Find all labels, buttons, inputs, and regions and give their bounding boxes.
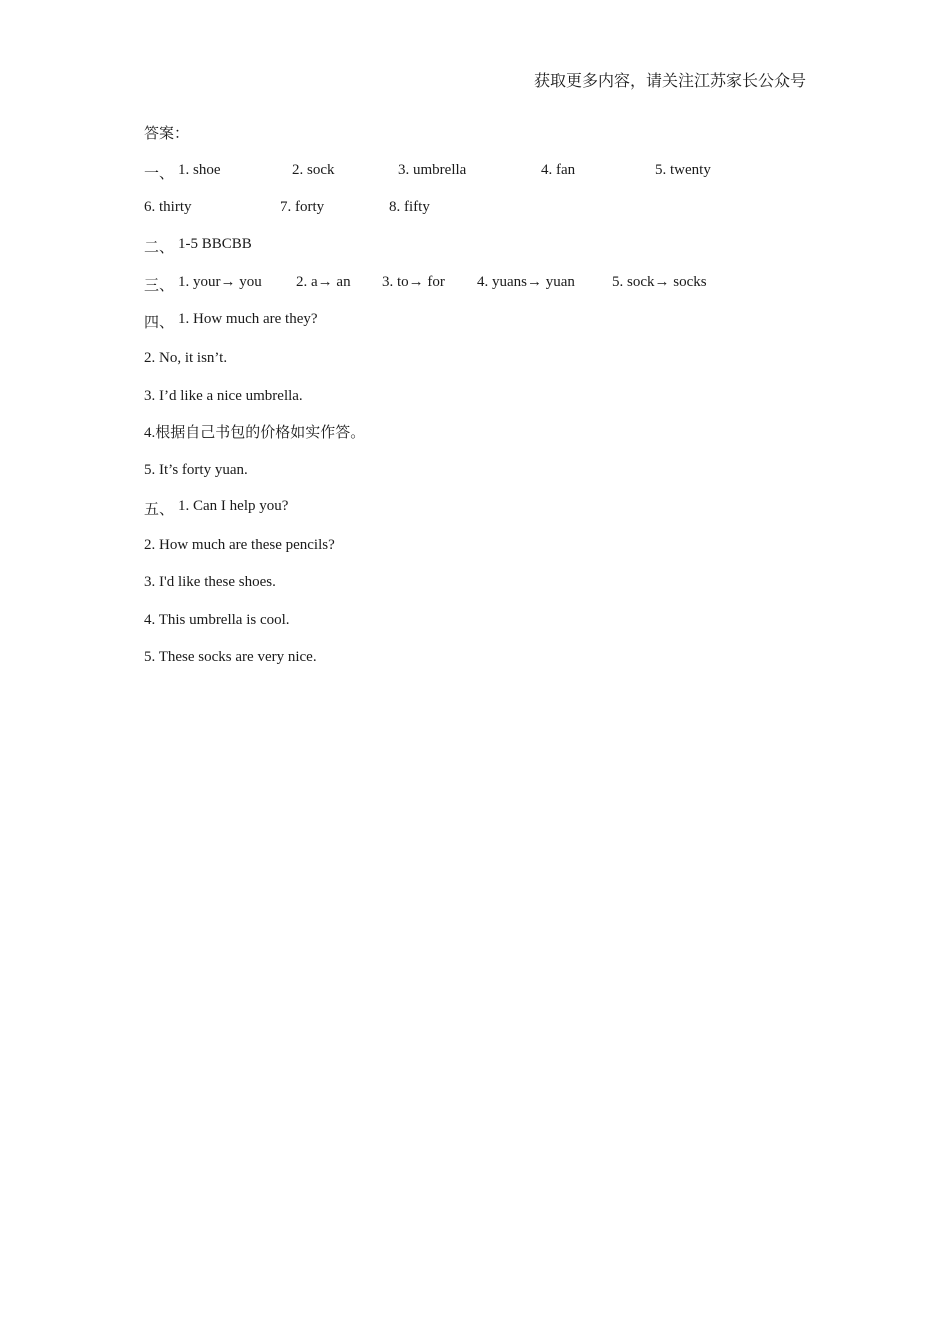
section1-item: 7. forty bbox=[280, 199, 325, 215]
section3-item: 3. to→ for bbox=[382, 274, 445, 290]
section2-row bbox=[144, 236, 844, 256]
section3-row bbox=[144, 274, 844, 294]
section4-item: 2. No, it isn’t. bbox=[144, 350, 228, 366]
section5-item: 4. This umbrella is cool. bbox=[144, 612, 290, 628]
section1-row2 bbox=[144, 199, 844, 219]
section4-row1 bbox=[144, 311, 844, 331]
section1-item: 3. umbrella bbox=[398, 162, 467, 178]
section4-item: 3. I’d like a nice umbrella. bbox=[144, 388, 303, 404]
section1-item: 2. sock bbox=[292, 162, 335, 178]
section5-item: 5. These socks are very nice. bbox=[144, 649, 317, 665]
section3-item: 1. your→ you bbox=[178, 274, 262, 290]
header-note: 获取更多内容，请关注江苏家长公众号 bbox=[533, 73, 806, 90]
section3-item: 2. a→ an bbox=[296, 274, 351, 290]
section3-item: 4. yuans→ yuan bbox=[477, 274, 575, 290]
section5-item: 2. How much are these pencils? bbox=[144, 537, 335, 553]
section3-item: 5. sock→ socks bbox=[612, 274, 707, 290]
section4-item: 1. How much are they? bbox=[178, 311, 318, 327]
section1-item: 5. twenty bbox=[655, 162, 711, 178]
section1-item: 8. fifty bbox=[389, 199, 430, 215]
section4-item: 5. It’s forty yuan. bbox=[144, 462, 248, 478]
section3-prefix: 三、 bbox=[144, 278, 175, 294]
section2-prefix: 二、 bbox=[144, 240, 175, 256]
section5-prefix: 五、 bbox=[144, 502, 175, 518]
section1-item: 6. thirty bbox=[144, 199, 192, 215]
section2-answer: 1-5 BBCBB bbox=[178, 236, 252, 252]
section1-row1 bbox=[144, 162, 844, 182]
section5-row1 bbox=[144, 498, 844, 518]
section1-prefix: 一、 bbox=[144, 166, 175, 182]
section1-item: 4. fan bbox=[541, 162, 576, 178]
section5-item: 1. Can I help you? bbox=[178, 498, 289, 514]
section4-item: 4.根据自己书包的价格如实作答。 bbox=[144, 425, 366, 441]
section4-prefix: 四、 bbox=[144, 315, 175, 331]
answers-title: 答案： bbox=[144, 126, 190, 142]
section5-item: 3. I'd like these shoes. bbox=[144, 574, 276, 590]
section1-item: 1. shoe bbox=[178, 162, 221, 178]
